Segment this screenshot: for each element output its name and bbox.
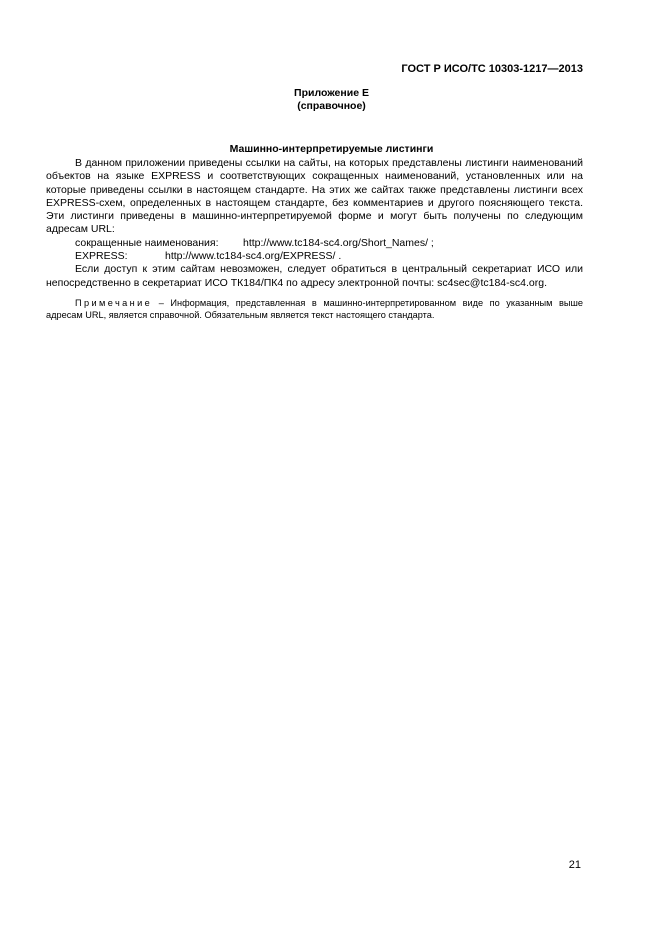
url-short-names-label: сокращенные наименования: bbox=[75, 236, 219, 249]
section-title: Машинно-интерпретируемые листинги bbox=[229, 143, 434, 155]
note-text: – Информация, представленная в машинно-интерпретированном виде по указанным выше адресам URL, является справочной. Обязательным является текст настоящего стандарта. bbox=[46, 298, 583, 320]
url-short-names-line bbox=[46, 237, 583, 250]
intro-paragraph: В данном приложении приведены ссылки на сайты, на которых представлены листинги наименований объектов на языке EXPRESS и соответствующих сокращенных наименований, установленных или на которые приведены ссылки в настоящем стандарте. На этих же сайтах также представлены листинги всех EXPRESS-схем, определенных в настоящем стандарте, без комментариев и другого поясняющего текста. Эти листинги приведены в машинно-интерпретируемой форме и могут быть получены по следующим адресам URL: bbox=[46, 157, 583, 236]
note-label: Примечание bbox=[75, 298, 153, 308]
section-body bbox=[46, 157, 583, 290]
url-express-link[interactable]: http://www.tc184-sc4.org/EXPRESS/ . bbox=[165, 250, 342, 263]
url-express-label: EXPRESS: bbox=[75, 250, 128, 263]
page-number: 21 bbox=[568, 859, 581, 871]
contact-paragraph: Если доступ к этим сайтам невозможен, следует обратиться в центральный секретариат ИСО или непосредственно в секретариат ИСО ТК184/ПК4 по адресу электронной почты: sc4sec@tc184-sc4.org. bbox=[46, 263, 583, 289]
url-short-names-link[interactable]: http://www.tc184-sc4.org/Short_Names/ ; bbox=[243, 236, 434, 249]
document-code: ГОСТ Р ИСО/ТС 10303-1217—2013 bbox=[401, 63, 583, 75]
note bbox=[46, 297, 583, 321]
url-express-line bbox=[46, 250, 583, 263]
appendix-subtitle: (справочное) bbox=[297, 100, 366, 112]
appendix-title: Приложение Е bbox=[294, 87, 369, 99]
appendix-heading bbox=[0, 87, 661, 113]
